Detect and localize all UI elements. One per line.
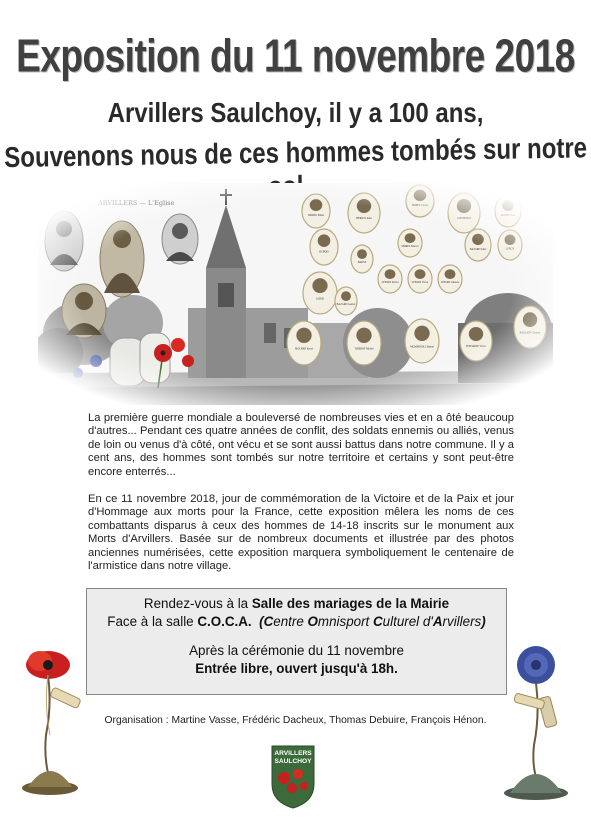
venue-name: Salle des mariages de la Mairie	[251, 596, 450, 611]
poster-subtitle-1: Arvillers Saulchoy, il y a 100 ans,	[107, 98, 484, 130]
organisation-credits: Organisation : Martine Vasse, Frédéric Dacheux, Thomas Debuire, François Hénon.	[104, 715, 487, 726]
exhibition-paragraph: En ce 11 novembre 2018, jour de commémoration de la Victoire et de la Paix et jour d'Hommage aux morts pour la France, cette exposition mêlera les noms de ces combattants disparus à ceux des hommes de 14-18 inscrits sur le monument aux Morts d'Arvillers. Basée sur de nombreux documents et illustrée par des photos anciennes numérisées, cette exposition marquera symboliquement le centenaire de l'armistice dans notre village.	[88, 493, 514, 573]
poppy-icon	[26, 651, 70, 679]
logo-text-2: SAULCHOY	[274, 758, 312, 765]
helmet-icon	[22, 771, 78, 795]
poster-subtitle-2: Souvenons nous de ces hommes tombés sur notre	[4, 132, 588, 175]
logo-text-1: ARVILLERS	[274, 750, 312, 757]
memorial-collage-image	[38, 183, 553, 405]
poster-title: Exposition du 11 novembre 2018	[16, 30, 575, 82]
face-line: Face à la salle C.O.C.A. (Centre Omnisport Culturel d'Arvillers)	[107, 614, 486, 629]
intro-paragraph: La première guerre mondiale a bouleversé de nombreuses vies et en a ôté beaucoup d'autres... Pendant ces quatre années de conflit, des soldats ennemis ou alliés, venus de loin ou venus d'à côté, ont vécu et se sont aussi battus dans notre commune. Il y a cent ans, des hommes sont tombés sur notre territoire et certains y sont peut-être encore enterrés...	[88, 412, 514, 478]
rdv-line: Rendez-vous à la Salle des mariages de la Mairie	[143, 596, 450, 611]
entry-line: Entrée libre, ouvert jusqu'à 18h.	[195, 661, 398, 676]
after-ceremony-line: Après la cérémonie du 11 novembre	[189, 643, 404, 658]
info-box	[86, 588, 507, 695]
village-logo	[270, 744, 316, 810]
cornflower-icon	[517, 646, 555, 684]
helmet-icon	[504, 774, 568, 800]
